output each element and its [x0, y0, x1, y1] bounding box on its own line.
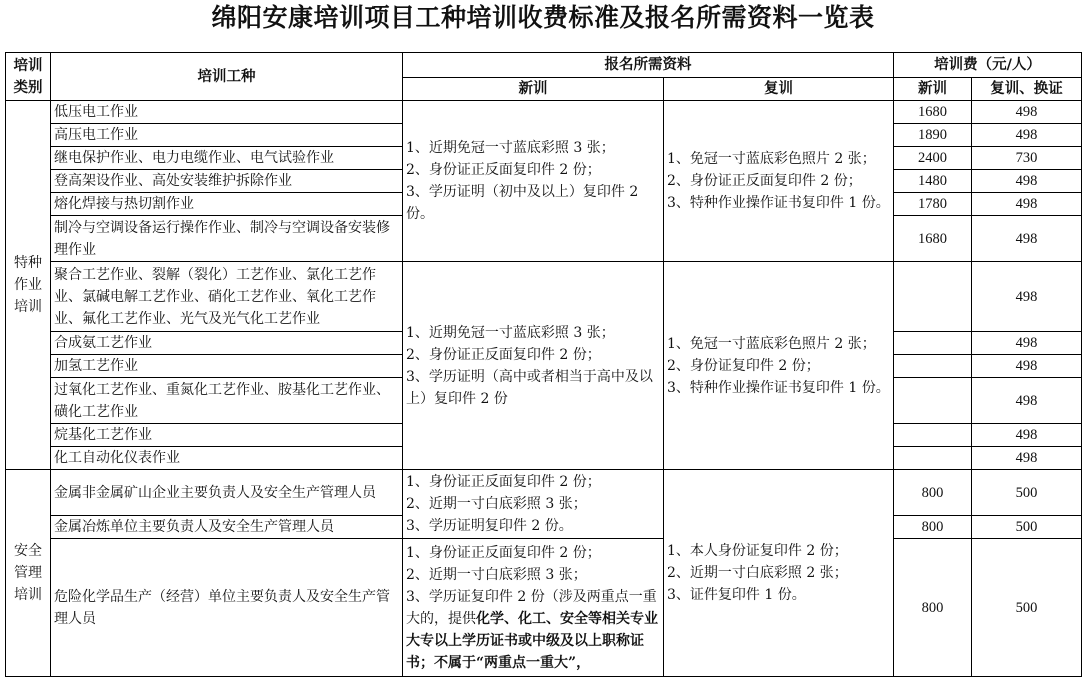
- fee-new: 1780: [894, 193, 972, 216]
- table-row: [6, 101, 1082, 124]
- job-cell: 合成氨工艺作业: [51, 332, 403, 355]
- hazchem-bold-note: 化学、化工、安全等相关专业大专以上学历证书或中级及以上职称证书；不属于“两重点一重大”，: [406, 610, 658, 671]
- fee-renew: 498: [972, 193, 1082, 216]
- fee-renew: 498: [972, 424, 1082, 447]
- category-special: 特种 作业 培训: [6, 101, 51, 470]
- header-materials-renew: 复训: [664, 78, 894, 101]
- job-cell: 制冷与空调设备运行操作作业、制冷与空调设备安装修理作业: [51, 216, 403, 262]
- fee-new: [894, 424, 972, 447]
- fee-renew: 498: [972, 355, 1082, 378]
- table-row: [6, 470, 1082, 516]
- job-cell: 金属冶炼单位主要负责人及安全生产管理人员: [51, 516, 403, 539]
- category-safety: 安全 管理 培训: [6, 470, 51, 677]
- job-cell: 继电保护作业、电力电缆作业、电气试验作业: [51, 147, 403, 170]
- requirements-new-hazchem: 1、身份证正反面复印件 2 份； 2、近期一寸白底彩照 3 张； 3、学历证复印件 2 份（涉及两重点一重大的，提供化学、化工、安全等相关专业大专以上学历证书或中级及以上职称证书；不属于“两重点一重大”，: [403, 539, 664, 677]
- fee-new: [894, 332, 972, 355]
- header-fee-new: 新训: [894, 78, 972, 101]
- fee-new: 800: [894, 516, 972, 539]
- fee-new: 1680: [894, 216, 972, 262]
- header-category: 培训类别: [6, 53, 51, 101]
- fee-renew: 498: [972, 332, 1082, 355]
- header-materials: 报名所需资料: [403, 53, 894, 78]
- fee-renew: 498: [972, 101, 1082, 124]
- fee-renew: 498: [972, 447, 1082, 470]
- header-row: [6, 53, 1082, 78]
- job-cell: 聚合工艺作业、裂解（裂化）工艺作业、氯化工艺作业、氯碱电解工艺作业、硝化工艺作业、氧化工艺作业、氟化工艺作业、光气及光气化工艺作业: [51, 262, 403, 332]
- fee-new: 800: [894, 539, 972, 677]
- requirements-new-electrical: 1、近期免冠一寸蓝底彩照 3 张； 2、身份证正反面复印件 2 份； 3、学历证明（初中及以上）复印件 2 份。: [403, 101, 664, 262]
- fee-renew: 500: [972, 470, 1082, 516]
- fee-new: [894, 378, 972, 424]
- fee-new: 1890: [894, 124, 972, 147]
- requirements-new-mining: 1、身份证正反面复印件 2 份； 2、近期一寸白底彩照 3 张； 3、学历证明复印件 2 份。: [403, 470, 664, 539]
- header-fee: 培训费（元/人）: [894, 53, 1082, 78]
- job-cell: 加氢工艺作业: [51, 355, 403, 378]
- page-title: 绵阳安康培训项目工种培训收费标准及报名所需资料一览表: [211, 3, 875, 32]
- fee-renew: 498: [972, 170, 1082, 193]
- fee-new: 1480: [894, 170, 972, 193]
- fee-table: [5, 52, 1082, 677]
- requirements-renew-electrical: 1、免冠一寸蓝底彩色照片 2 张； 2、身份证正反面复印件 2 份； 3、特种作业操作证书复印件 1 份。: [664, 101, 894, 262]
- job-cell: 登高架设作业、高处安装维护拆除作业: [51, 170, 403, 193]
- table-row: [6, 539, 1082, 677]
- job-cell: 过氧化工艺作业、重氮化工艺作业、胺基化工艺作业、磺化工艺作业: [51, 378, 403, 424]
- job-cell: 高压电工作业: [51, 124, 403, 147]
- fee-new: 800: [894, 470, 972, 516]
- requirements-renew-safety: 1、本人身份证复印件 2 份； 2、近期一寸白底彩照 2 张； 3、证件复印件 1 份。: [664, 470, 894, 677]
- fee-new: [894, 262, 972, 332]
- fee-renew: 498: [972, 216, 1082, 262]
- fee-renew: 498: [972, 262, 1082, 332]
- fee-new: [894, 355, 972, 378]
- fee-renew: 730: [972, 147, 1082, 170]
- table-row: [6, 262, 1082, 332]
- job-cell: 低压电工作业: [51, 101, 403, 124]
- header-materials-new: 新训: [403, 78, 664, 101]
- requirements-renew-chemical: 1、免冠一寸蓝底彩色照片 2 张； 2、身份证复印件 2 份； 3、特种作业操作证书复印件 1 份。: [664, 262, 894, 470]
- job-cell: 化工自动化仪表作业: [51, 447, 403, 470]
- fee-new: 2400: [894, 147, 972, 170]
- header-job: 培训工种: [51, 53, 403, 101]
- requirements-new-chemical: 1、近期免冠一寸蓝底彩照 3 张； 2、身份证正反面复印件 2 份； 3、学历证明（高中或者相当于高中及以上）复印件 2 份: [403, 262, 664, 470]
- fee-renew: 498: [972, 124, 1082, 147]
- fee-renew: 500: [972, 516, 1082, 539]
- job-cell: 烷基化工艺作业: [51, 424, 403, 447]
- job-cell: 熔化焊接与热切割作业: [51, 193, 403, 216]
- header-fee-renew: 复训、换证: [972, 78, 1082, 101]
- fee-renew: 498: [972, 378, 1082, 424]
- job-cell: 金属非金属矿山企业主要负责人及安全生产管理人员: [51, 470, 403, 516]
- fee-new: 1680: [894, 101, 972, 124]
- fee-renew: 500: [972, 539, 1082, 677]
- fee-new: [894, 447, 972, 470]
- job-cell: 危险化学品生产（经营）单位主要负责人及安全生产管理人员: [51, 539, 403, 677]
